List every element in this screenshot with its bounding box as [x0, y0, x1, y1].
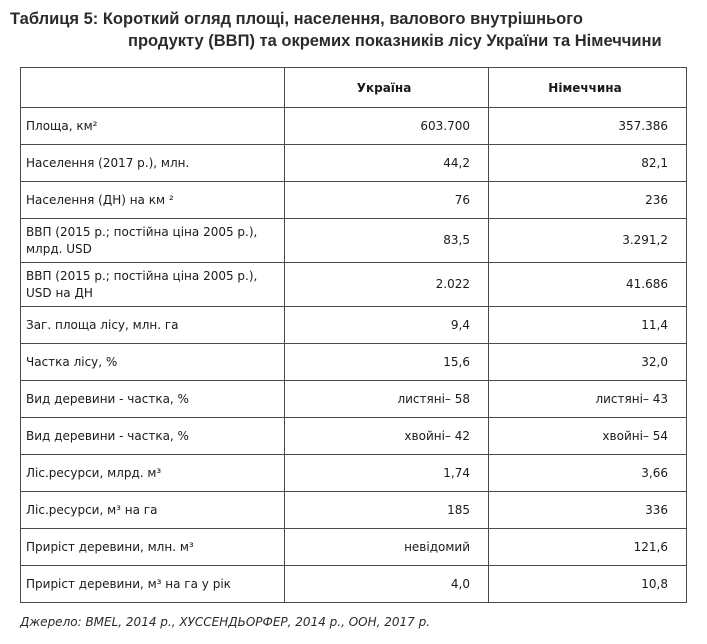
table-row [21, 263, 687, 307]
cell-germany: 357.386 [489, 108, 687, 145]
cell-germany: 32,0 [489, 344, 687, 381]
cell-germany: 41.686 [489, 263, 687, 307]
row-label: Населення (ДН) на км ² [21, 182, 285, 219]
row-label: Приріст деревини, млн. м³ [21, 529, 285, 566]
cell-ukraine: 2.022 [285, 263, 489, 307]
cell-germany: 3.291,2 [489, 219, 687, 263]
header-ukraine: Україна [285, 68, 489, 108]
row-label-line-2: USD на ДН [26, 285, 93, 300]
cell-ukraine: 15,6 [285, 344, 489, 381]
row-label: Вид деревини - частка, % [21, 381, 285, 418]
cell-ukraine: 9,4 [285, 307, 489, 344]
table-caption [10, 8, 700, 52]
row-label [21, 263, 285, 307]
table-row [21, 455, 687, 492]
cell-germany: 82,1 [489, 145, 687, 182]
row-label: Приріст деревини, м³ на га у рік [21, 566, 285, 603]
table-row [21, 108, 687, 145]
table-row [21, 182, 687, 219]
row-label: Ліс.ресурси, млрд. м³ [21, 455, 285, 492]
cell-germany: 121,6 [489, 529, 687, 566]
row-label: Населення (2017 р.), млн. [21, 145, 285, 182]
cell-germany: 11,4 [489, 307, 687, 344]
table-header-row [21, 68, 687, 108]
cell-germany: 236 [489, 182, 687, 219]
table-row [21, 418, 687, 455]
header-indicator [21, 68, 285, 108]
cell-ukraine: 44,2 [285, 145, 489, 182]
row-label: Частка лісу, % [21, 344, 285, 381]
table-row [21, 381, 687, 418]
row-label: Заг. площа лісу, млн. га [21, 307, 285, 344]
cell-ukraine: 83,5 [285, 219, 489, 263]
cell-ukraine: 4,0 [285, 566, 489, 603]
row-label: Вид деревини - частка, % [21, 418, 285, 455]
table-row [21, 344, 687, 381]
caption-line-1: Таблиця 5: Короткий огляд площі, населення, валового внутрішнього [10, 10, 583, 28]
table-row [21, 307, 687, 344]
table-row [21, 492, 687, 529]
table-row [21, 529, 687, 566]
row-label: Площа, км² [21, 108, 285, 145]
cell-ukraine: хвойні– 42 [285, 418, 489, 455]
cell-germany: листяні– 43 [489, 381, 687, 418]
cell-ukraine: листяні– 58 [285, 381, 489, 418]
cell-ukraine: 185 [285, 492, 489, 529]
row-label [21, 219, 285, 263]
cell-germany: 10,8 [489, 566, 687, 603]
cell-germany: 3,66 [489, 455, 687, 492]
cell-germany: хвойні– 54 [489, 418, 687, 455]
caption-line-2: продукту (ВВП) та окремих показників лісу України та Німеччини [128, 32, 662, 50]
row-label-line-1: ВВП (2015 р.; постійна ціна 2005 р.), [26, 224, 258, 239]
table-row [21, 145, 687, 182]
header-germany: Німеччина [489, 68, 687, 108]
cell-ukraine: невідомий [285, 529, 489, 566]
row-label-line-1: ВВП (2015 р.; постійна ціна 2005 р.), [26, 268, 258, 283]
cell-germany: 336 [489, 492, 687, 529]
source-note: Джерело: BMEL, 2014 р., ХУССЕНДЬОРФЕР, 2014 р., ООН, 2017 р. [20, 615, 431, 629]
cell-ukraine: 603.700 [285, 108, 489, 145]
table-row [21, 566, 687, 603]
row-label: Ліс.ресурси, м³ на га [21, 492, 285, 529]
cell-ukraine: 1,74 [285, 455, 489, 492]
table-row [21, 219, 687, 263]
cell-ukraine: 76 [285, 182, 489, 219]
comparison-table [20, 67, 687, 603]
row-label-line-2: млрд. USD [26, 241, 92, 256]
